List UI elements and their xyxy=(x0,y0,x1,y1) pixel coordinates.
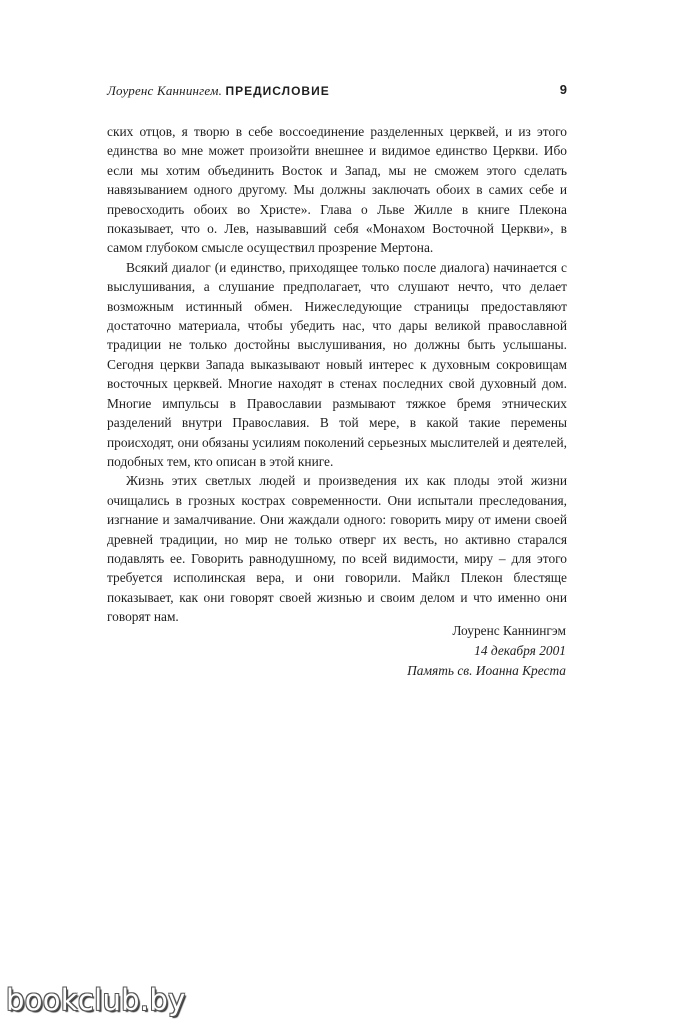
header-author: Лоуренс Каннингем. xyxy=(107,83,223,98)
paragraph-2: Всякий диалог (и единство, приходящее только после диалога) начинается с выслушивания, а слушание предполагает, что слушают нечто, что делает возможным истинный обмен. Нижеследующие страницы предоставляют достаточно материала, чтобы убедить нас, что дары великой православной традиции не только достойны выслушивания, но должны быть услышаны. Сегодня церкви Запада выказывают новый интерес к духовным сокровищам восточных церквей. Многие находят в стенах последних свой духовный дом. Многие импульсы в Православии размывают тяжкое бремя этнических разделений внутри Православия. В той мере, в какой такие перемены происходят, они обязаны усилиям поколений серьезных мыслителей и деятелей, подобных тем, кто описан в этой книге. xyxy=(107,259,567,469)
paragraph-3: Жизнь этих светлых людей и произведения их как плоды этой жизни очищались в грозных кострах современности. Они испытали преследования, изгнание и замалчивание. Они жаждали одного: говорить миру от имени своей древней традиции, но мир не только отверг их весть, но активно старался подавлять ее. Говорить равнодушному, по всей видимости, миру – для этого требуется исполинская вера, и они говорили. Майкл Плекон блестяще показывает, как они говорят своей жизнью и своим делом и что именно они говорят нам. xyxy=(107,473,567,625)
body-text xyxy=(107,122,567,627)
signature-date: 14 декабря 2001 xyxy=(474,643,566,658)
header-section-title: ПРЕДИСЛОВИЕ xyxy=(225,84,330,98)
signature-name: Лоуренс Каннингэм xyxy=(452,623,566,638)
paragraph-1: ских отцов, я творю в себе воссоединение разделенных церквей, и из этого единства во мне может произойти внешнее и видимое единство Церкви. Ибо если мы хотим объединить Восток и Запад, мы не сможем этого сделать навязыванием одного другому. Мы должны заключать обоих в самих себе и превосходить обоих во Христе». Глава о Льве Жилле в книге Плекона показывает, что о. Лев, называвший себя «Монахом Восточной Церкви», в самом глубоком смысле осуществил прозрение Мертона. xyxy=(107,124,567,256)
signature-block xyxy=(300,621,566,681)
signature-memory: Память св. Иоанна Креста xyxy=(407,663,566,678)
watermark-logo: bookclub.by xyxy=(6,983,186,1017)
running-head xyxy=(107,82,567,100)
page-number: 9 xyxy=(559,82,567,97)
